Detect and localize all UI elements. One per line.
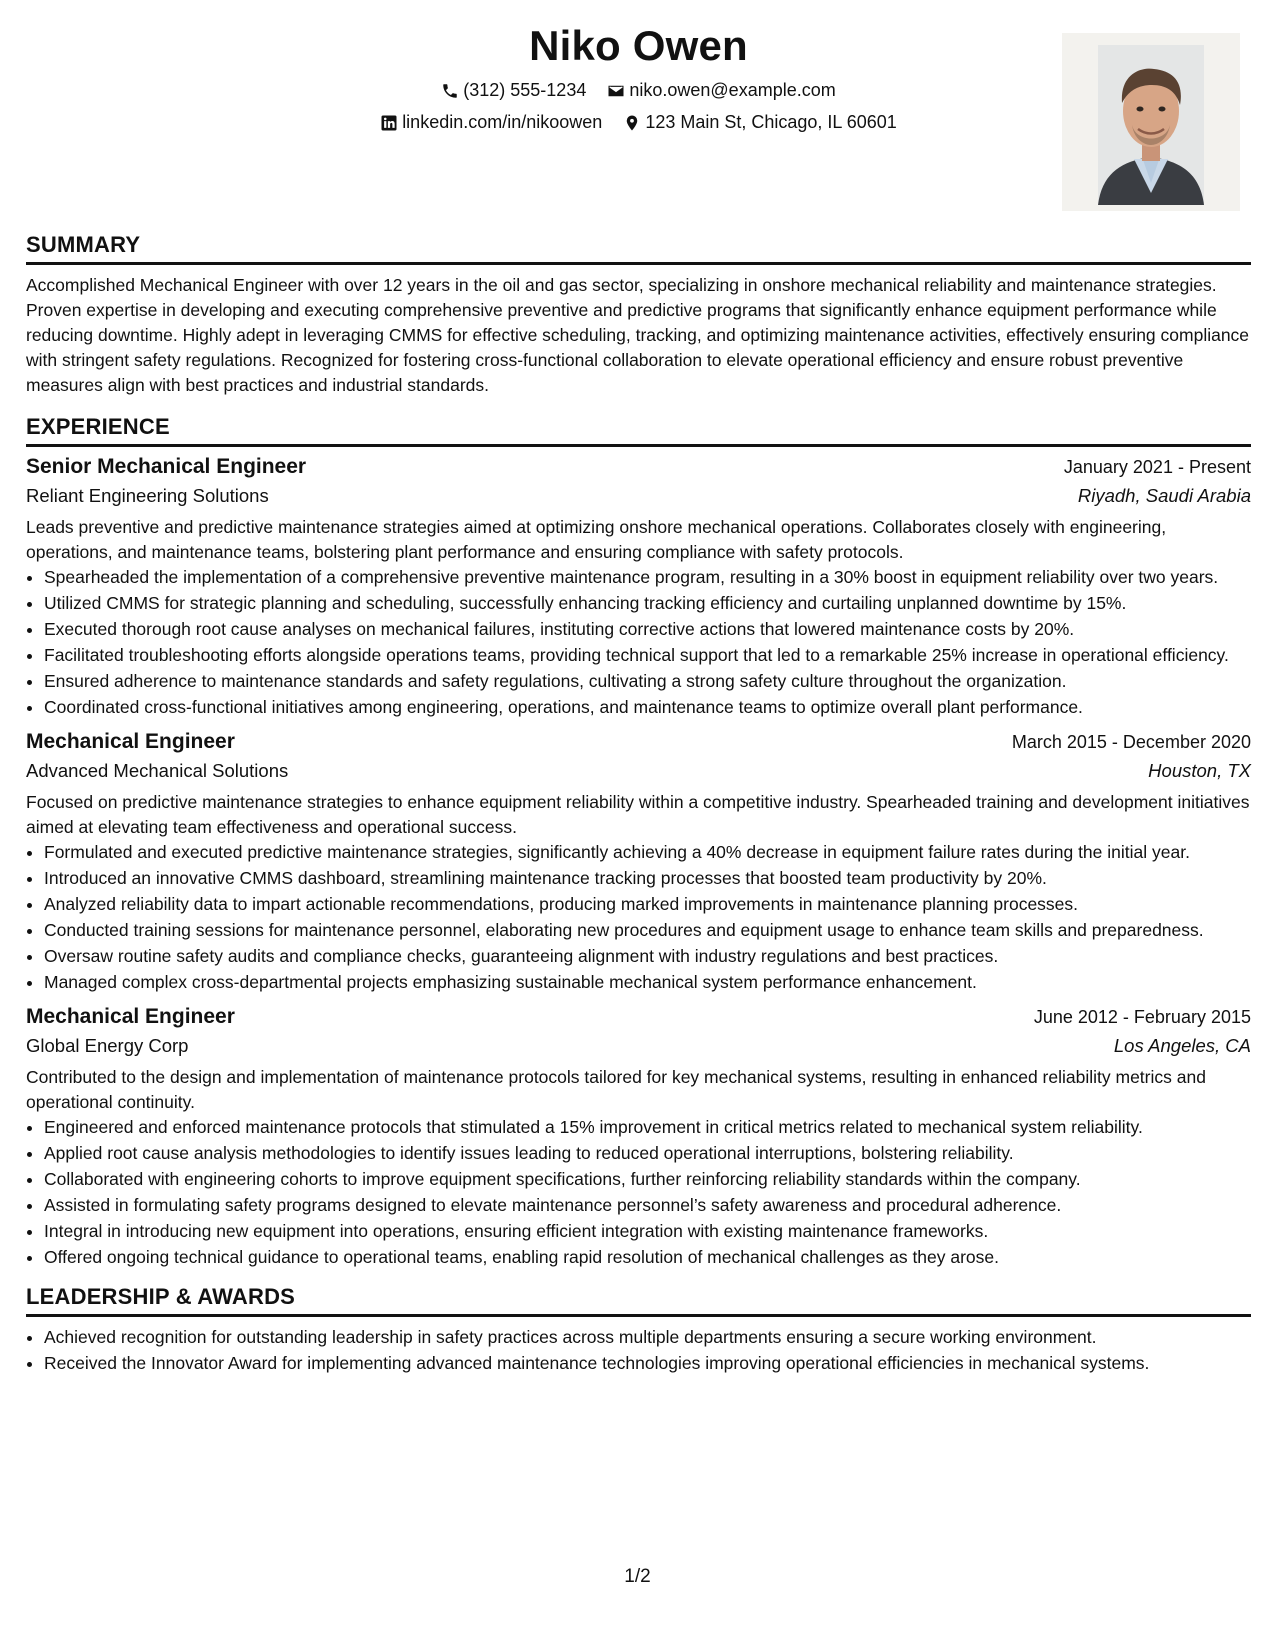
phone-item <box>441 80 586 101</box>
job-location: Riyadh, Saudi Arabia <box>1077 485 1251 506</box>
profile-photo <box>1062 33 1240 211</box>
job-entry <box>26 455 1251 720</box>
job-description: Contributed to the design and implementation of maintenance protocols tailored for key mechanical systems, resulting in enhanced reliability metrics and operational continuity. <box>26 1067 1206 1112</box>
job-company: Advanced Mechanical Solutions <box>26 760 289 781</box>
list-item: • Facilitated troubleshooting efforts alongside operations teams, providing technical support that led to a remarkable 25% increase in operational efficiency. <box>44 643 1251 668</box>
list-item: • Achieved recognition for outstanding leadership in safety practices across multiple departments ensuring a secure working environment. <box>44 1325 1251 1350</box>
summary-text: Accomplished Mechanical Engineer with over 12 years in the oil and gas sector, specializing in onshore mechanical reliability and maintenance strategies. Proven expertise in developing and executing comprehensive preventive and predictive programs that significantly enhance equipment performance while reducing downtime. Highly adept in leveraging CMMS for effective scheduling, tracking, and optimizing maintenance activities, effectively ensuring compliance with stringent safety regulations. Recognized for fostering cross-functional collaboration to elevate operational efficiency and ensure robust preventive measures align with best practices and industrial standards. <box>26 275 1250 395</box>
experience-heading: EXPERIENCE <box>26 414 1251 447</box>
job-company: Reliant Engineering Solutions <box>26 485 269 506</box>
candidate-name: Niko Owen <box>529 22 748 69</box>
list-item: • Formulated and executed predictive maintenance strategies, significantly achieving a 40% decrease in equipment failure rates during the initial year. <box>44 840 1251 865</box>
job-entry <box>26 730 1251 995</box>
list-item: • Introduced an innovative CMMS dashboard, streamlining maintenance tracking processes that boosted team productivity by 20%. <box>44 866 1251 891</box>
list-item: • Utilized CMMS for strategic planning and scheduling, successfully enhancing tracking efficiency and curtailing unplanned downtime by 15%. <box>44 591 1251 616</box>
list-item: • Ensured adherence to maintenance standards and safety regulations, cultivating a strong safety culture throughout the organization. <box>44 669 1251 694</box>
map-pin-icon <box>623 114 641 132</box>
job-title: Mechanical Engineer <box>26 1005 235 1028</box>
list-item: • Applied root cause analysis methodologies to identify issues leading to reduced operational interruptions, bolstering reliability. <box>44 1141 1251 1166</box>
email-item[interactable] <box>607 80 835 101</box>
job-description: Focused on predictive maintenance strategies to enhance equipment reliability within a competitive industry. Spearheaded training and development initiatives aimed at elevating team effectiveness and operational success. <box>26 792 1250 837</box>
leadership-section <box>26 1284 1251 1376</box>
job-bullets <box>26 1115 1251 1270</box>
envelope-icon <box>607 82 625 100</box>
address-item <box>623 112 897 133</box>
resume-header <box>26 0 1251 232</box>
list-item: • Spearheaded the implementation of a comprehensive preventive maintenance program, resulting in a 30% boost in equipment reliability over two years. <box>44 565 1251 590</box>
list-item: • Engineered and enforced maintenance protocols that stimulated a 15% improvement in critical metrics related to mechanical system reliability. <box>44 1115 1251 1140</box>
page-number: 1/2 <box>624 1566 651 1587</box>
job-company: Global Energy Corp <box>26 1035 189 1056</box>
job-dates: January 2021 - Present <box>1063 457 1251 477</box>
list-item: • Conducted training sessions for maintenance personnel, elaborating new procedures and equipment usage to enhance team skills and preparedness. <box>44 918 1251 943</box>
experience-section <box>26 414 1251 1270</box>
email-link[interactable]: niko.owen@example.com <box>629 80 836 100</box>
list-item: • Collaborated with engineering cohorts to improve equipment specifications, further reinforcing reliability standards within the company. <box>44 1167 1251 1192</box>
list-item: • Offered ongoing technical guidance to operational teams, enabling rapid resolution of mechanical challenges as they arose. <box>44 1245 1251 1270</box>
linkedin-item[interactable] <box>380 112 602 133</box>
resume-page <box>26 0 1251 1650</box>
job-title: Mechanical Engineer <box>26 730 235 753</box>
linkedin-link[interactable]: linkedin.com/in/nikoowen <box>402 112 603 132</box>
job-dates: June 2012 - February 2015 <box>1033 1007 1251 1027</box>
job-description: Leads preventive and predictive maintenance strategies aimed at optimizing onshore mechanical operations. Collaborates closely with engineering, operations, and maintenance teams, bolstering plant performance and ensuring compliance with safety protocols. <box>26 517 1167 562</box>
list-item: • Executed thorough root cause analyses on mechanical failures, instituting corrective actions that lowered maintenance costs by 20%. <box>44 617 1251 642</box>
linkedin-icon <box>380 114 398 132</box>
job-location: Houston, TX <box>1148 760 1251 781</box>
job-dates: March 2015 - December 2020 <box>1011 732 1251 752</box>
job-location: Los Angeles, CA <box>1113 1035 1251 1056</box>
list-item: • Assisted in formulating safety programs designed to elevate maintenance personnel’s safety awareness and procedural adherence. <box>44 1193 1251 1218</box>
list-item: • Oversaw routine safety audits and compliance checks, guaranteeing alignment with industry regulations and best practices. <box>44 944 1251 969</box>
summary-heading: SUMMARY <box>26 232 1251 265</box>
list-item: • Received the Innovator Award for implementing advanced maintenance technologies improving operational efficiencies in mechanical systems. <box>44 1351 1251 1376</box>
job-bullets <box>26 565 1251 720</box>
list-item: • Analyzed reliability data to impart actionable recommendations, producing marked improvements in maintenance planning processes. <box>44 892 1251 917</box>
phone-icon <box>441 82 459 100</box>
summary-section <box>26 232 1251 398</box>
list-item: • Integral in introducing new equipment into operations, ensuring efficient integration with existing maintenance frameworks. <box>44 1219 1251 1244</box>
address-text: 123 Main St, Chicago, IL 60601 <box>645 112 897 132</box>
leadership-bullets <box>26 1325 1251 1376</box>
job-entry <box>26 1005 1251 1270</box>
job-title: Senior Mechanical Engineer <box>26 455 307 478</box>
job-bullets <box>26 840 1251 995</box>
leadership-heading: LEADERSHIP & AWARDS <box>26 1284 1251 1317</box>
list-item: • Managed complex cross-departmental projects emphasizing sustainable mechanical system performance enhancement. <box>44 970 1251 995</box>
phone-text: (312) 555-1234 <box>463 80 587 100</box>
list-item: • Coordinated cross-functional initiatives among engineering, operations, and maintenance teams to optimize overall plant performance. <box>44 695 1251 720</box>
